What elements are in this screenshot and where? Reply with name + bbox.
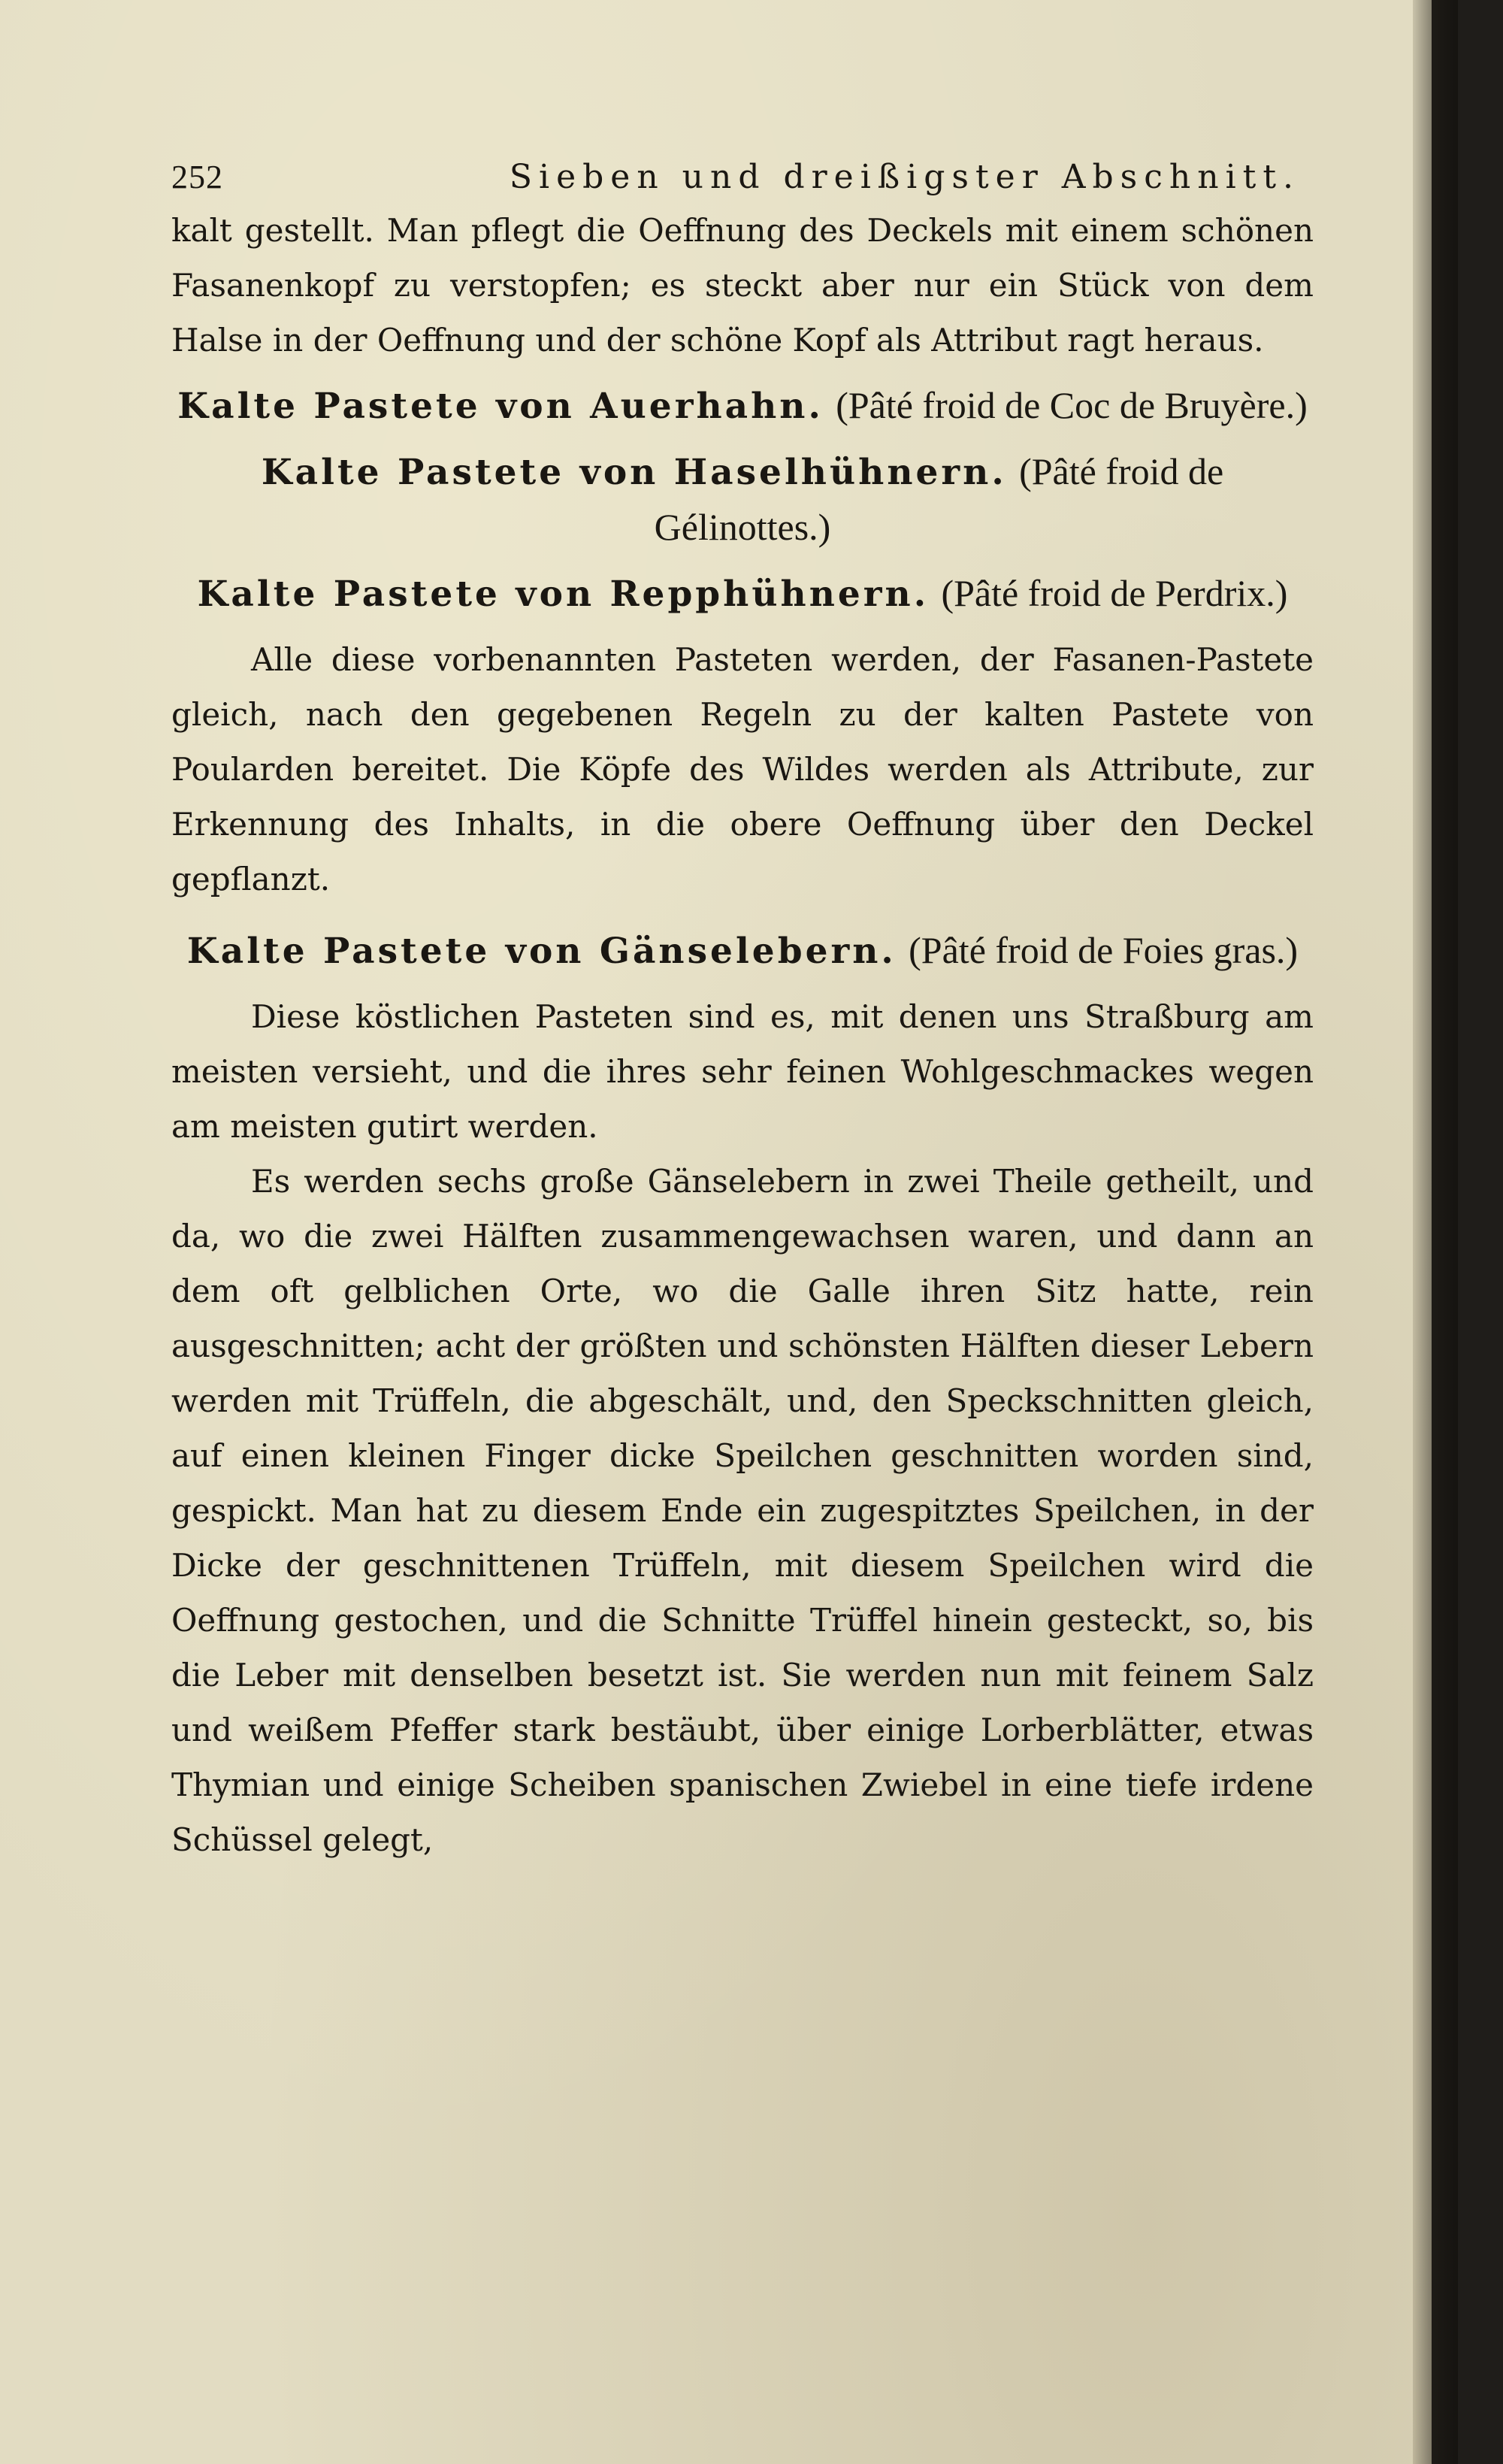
page-number: 252	[171, 159, 223, 195]
heading-german: Kalte Pastete von Haselhühnern.	[261, 452, 1007, 493]
heading-french: (Pâté froid de Foies gras.)	[909, 929, 1299, 971]
running-title: Sieben und dreißigster Abschnitt.	[509, 158, 1300, 196]
page-header	[171, 158, 1314, 203]
paragraph-prepared-pastries: Alle diese vorbenannten Pasteten werden, der Fasanen-Pastete gleich, nach den gegebenen Regeln zu der kalten Pastete von Poularden bereitet. Die Köpfe des Wildes werden als Attribute, zur Erkennung des Inhalts, in die obere Oeffnung über den Deckel gepflanzt.	[171, 641, 1314, 898]
recipe-heading-auerhahn	[171, 378, 1314, 434]
recipe-heading-repphuehner	[171, 566, 1314, 622]
page-text-block	[171, 158, 1314, 1867]
paragraph-strassburg: Diese köstlichen Pasteten sind es, mit denen uns Straßburg am meisten versieht, und die ihres sehr feinen Wohlgeschmackes wegen am meisten gutirt werden.	[171, 998, 1314, 1145]
paragraph-continuation: kalt gestellt. Man pflegt die Oeffnung des Deckels mit einem schönen Fasanenkopf zu verstopfen; es steckt aber nur ein Stück von dem Halse in der Oeffnung und der schöne Kopf als Attribut ragt heraus.	[171, 212, 1314, 359]
heading-french: (Pâté froid de Gélinottes.)	[654, 450, 1224, 548]
heading-german: Kalte Pastete von Auerhahn.	[177, 386, 824, 427]
recipe-heading-haselhuehner	[171, 444, 1314, 555]
heading-german: Kalte Pastete von Repphühnern.	[197, 574, 930, 615]
recipe-heading-gaenseleber	[171, 923, 1314, 979]
heading-french: (Pâté froid de Coc de Bruyère.)	[836, 384, 1308, 426]
book-gutter-shadow	[1413, 0, 1458, 2464]
heading-german: Kalte Pastete von Gänselebern.	[186, 931, 897, 972]
paragraph-gaenseleber-method: Es werden sechs große Gänselebern in zwei Theile getheilt, und da, wo die zwei Hälften zusammengewachsen waren, und dann an dem oft gelblichen Orte, wo die Galle ihren Sitz hatte, rein ausgeschnitten; acht der größten und schönsten Hälften dieser Lebern werden mit Trüffeln, die abgeschält, und, den Speckschnitten gleich, auf einen kleinen Finger dicke Speilchen geschnitten worden sind, gespickt. Man hat zu diesem Ende ein zugespitztes Speilchen, in der Dicke der geschnittenen Trüffeln, mit diesem Speilchen wird die Oeffnung gestochen, und die Schnitte Trüffel hinein gesteckt, so, bis die Leber mit denselben besetzt ist. Sie werden nun mit feinem Salz und weißem Pfeffer stark bestäubt, über einige Lorberblätter, etwas Thymian und einige Scheiben spanischen Zwiebel in eine tiefe irdene Schüssel gelegt,	[171, 1163, 1314, 1858]
heading-french: (Pâté froid de Perdrix.)	[941, 572, 1288, 614]
